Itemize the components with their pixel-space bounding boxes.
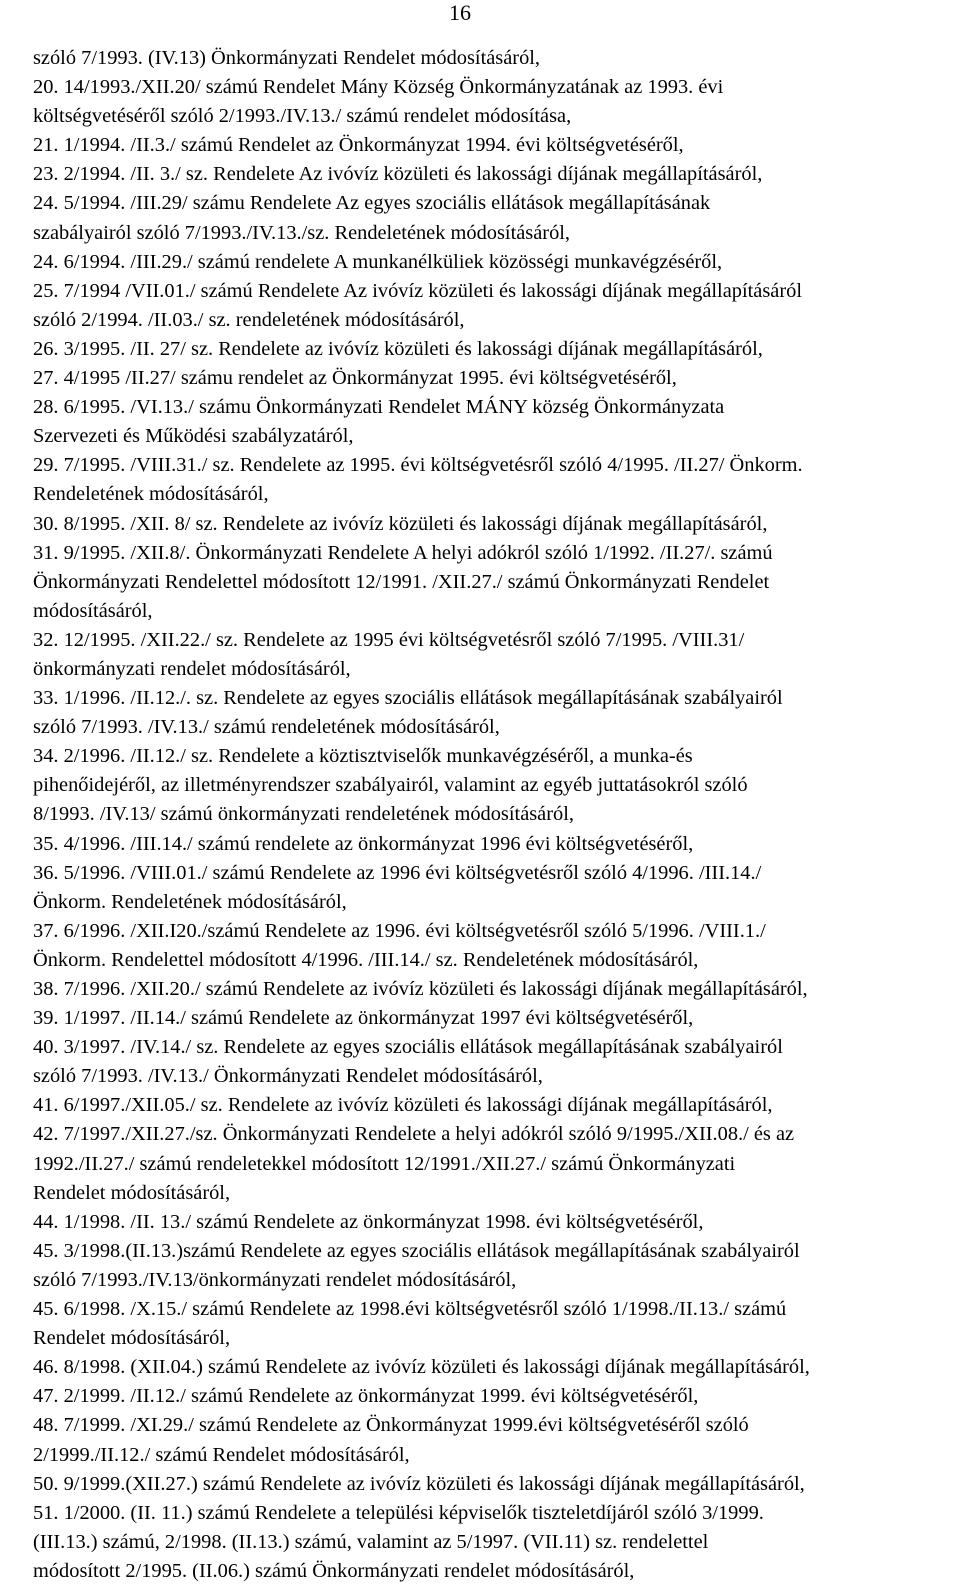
text-line: 30. 8/1995. /XII. 8/ sz. Rendelete az ivóvíz közületi és lakossági díjának megállapításáról, [33,512,768,535]
text-line: 34. 2/1996. /II.12./ sz. Rendelete a köztisztviselők munkavégzéséről, a munka-és [33,745,693,768]
text-line: 39. 1/1997. /II.14./ számú Rendelete az önkormányzat 1997 évi költségvetéséről, [33,1007,694,1030]
text-line: 42. 7/1997./XII.27./sz. Önkormányzati Rendelete a helyi adókról szóló 9/1995./XII.08./ és az [33,1123,795,1146]
text-line: szóló 7/1993. (IV.13) Önkormányzati Rendelet módosításáról, [33,47,541,69]
text-line: Önkorm. Rendeletének módosításáról, [33,890,347,913]
text-line: 47. 2/1999. /II.12./ számú Rendelete az önkormányzat 1999. évi költségvetéséről, [33,1385,699,1408]
text-line: 32. 12/1995. /XII.22./ sz. Rendelete az 1995 évi költségvetésről szóló 7/1995. /VIII.31/ [33,628,745,651]
text-line: 50. 9/1999.(XII.27.) számú Rendelete az ivóvíz közületi és lakossági díjának megállapításáról, [33,1472,805,1495]
text-line: 38. 7/1996. /XII.20./ számú Rendelete az ivóvíz közületi és lakossági díjának megállapításáról, [33,978,808,1000]
text-line: 24. 5/1994. /III.29/ számu Rendelete Az egyes szociális ellátások megállapításának [33,192,711,215]
text-line: pihenőidejéről, az illetményrendszer szabályairól, valamint az egyéb juttatásokról szóló [33,774,748,797]
text-line: szóló 7/1993. /IV.13./ Önkormányzati Rendelet módosításáról, [33,1065,543,1088]
text-line: szóló 7/1993. /IV.13./ számú rendeletének módosításáról, [33,716,500,739]
text-line: szabályairól szóló 7/1993./IV.13./sz. Rendeletének módosításáról, [33,221,571,244]
text-line: 25. 7/1994 /VII.01./ számú Rendelete Az ivóvíz közületi és lakossági díjának megállapításáról [33,279,802,302]
text-line: 21. 1/1994. /II.3./ számú Rendelet az Önkormányzat 1994. évi költségvetéséről, [33,134,684,157]
text-line: 31. 9/1995. /XII.8/. Önkormányzati Rendelete A helyi adókról szóló 1/1992. /II.27/. számú [33,541,773,564]
text-line: 44. 1/1998. /II. 13./ számú Rendelete az önkormányzat 1998. évi költségvetéséről, [33,1210,704,1233]
text-line: Szervezeti és Működési szabályzatáról, [33,425,354,448]
text-line: 41. 6/1997./XII.05./ sz. Rendelete az ivóvíz közületi és lakossági díjának megállapításáról, [33,1094,773,1117]
text-line: 35. 4/1996. /III.14./ számú rendelete az önkormányzat 1996 évi költségvetéséről, [33,832,694,855]
text-line: 37. 6/1996. /XII.I20./számú Rendelete az 1996. évi költségvetésről szóló 5/1996. /VIII.1./ [33,919,766,942]
text-line: 23. 2/1994. /II. 3./ sz. Rendelete Az ivóvíz közületi és lakossági díjának megállapításáról, [33,163,763,186]
text-line: Önkorm. Rendelettel módosított 4/1996. /III.14./ sz. Rendeletének módosításáról, [33,948,699,971]
text-line: 20. 14/1993./XII.20/ számú Rendelet Mány Község Önkormányzatának az 1993. évi [33,76,724,99]
text-line: 40. 3/1997. /IV.14./ sz. Rendelete az egyes szociális ellátások megállapításának szabályairól [33,1036,783,1059]
text-line: módosításáról, [33,599,153,622]
text-line: 27. 4/1995 /II.27/ számu rendelet az Önkormányzat 1995. évi költségvetéséről, [33,367,677,390]
text-line: 26. 3/1995. /II. 27/ sz. Rendelete az ivóvíz közületi és lakossági díjának megállapításáról, [33,337,763,360]
text-line: 51. 1/2000. (II. 11.) számú Rendelete a települési képviselők tiszteletdíjáról szóló 3/1999. [33,1501,764,1524]
text-line: szóló 2/1994. /II.03./ sz. rendeletének módosításáról, [33,308,465,331]
text-line: 28. 6/1995. /VI.13./ számu Önkormányzati Rendelet MÁNY község Önkormányzata [33,396,725,419]
text-line: 1992./II.27./ számú rendeletekkel módosított 12/1991./XII.27./ számú Önkormányzati [33,1152,736,1175]
text-line: 46. 8/1998. (XII.04.) számú Rendelete az ivóvíz közületi és lakossági díjának megállapításáról, [33,1356,810,1379]
text-line: Rendeletének módosításáról, [33,483,269,506]
text-line: költségvetéséről szóló 2/1993./IV.13./ számú rendelet módosítása, [33,105,572,128]
text-line: Rendelet módosításáról, [33,1327,231,1350]
page-number: 16 [449,0,471,25]
text-line: (III.13.) számú, 2/1998. (II.13.) számú, valamint az 5/1997. (VII.11) sz. rendelettel [33,1530,709,1553]
text-line: Rendelet módosításáról, [33,1181,231,1204]
text-line: 29. 7/1995. /VIII.31./ sz. Rendelete az 1995. évi költségvetésről szóló 4/1995. /II.27/ Önkorm. [33,454,803,477]
text-line: 45. 3/1998.(II.13.)számú Rendelete az egyes szociális ellátások megállapításának szabályairól [33,1239,800,1262]
text-line: 2/1999./II.12./ számú Rendelet módosításáról, [33,1443,410,1466]
text-line: 33. 1/1996. /II.12./. sz. Rendelete az egyes szociális ellátások megállapításának szabályairól [33,687,783,710]
text-line: szóló 7/1993./IV.13/önkormányzati rendelet módosításáról, [33,1268,517,1291]
text-line: 24. 6/1994. /III.29./ számú rendelete A munkanélküliek közösségi munkavégzéséről, [33,250,723,273]
text-line: 8/1993. /IV.13/ számú önkormányzati rendeletének módosításáról, [33,803,574,826]
text-line: önkormányzati rendelet módosításáról, [33,657,351,680]
text-line: módosított 2/1995. (II.06.) számú Önkormányzati rendelet módosításáról, [33,1559,635,1582]
regulation-list [33,44,953,1586]
text-line: 45. 6/1998. /X.15./ számú Rendelete az 1998.évi költségvetésről szóló 1/1998./II.13./ számú [33,1298,787,1321]
text-line: 48. 7/1999. /XI.29./ számú Rendelete az Önkormányzat 1999.évi költségvetéséről szóló [33,1414,749,1437]
text-line: 36. 5/1996. /VIII.01./ számú Rendelete az 1996 évi költségvetésről szóló 4/1996. /III.14./ [33,861,762,884]
text-line: Önkormányzati Rendelettel módosított 12/1991. /XII.27./ számú Önkormányzati Rendelet [33,570,770,593]
